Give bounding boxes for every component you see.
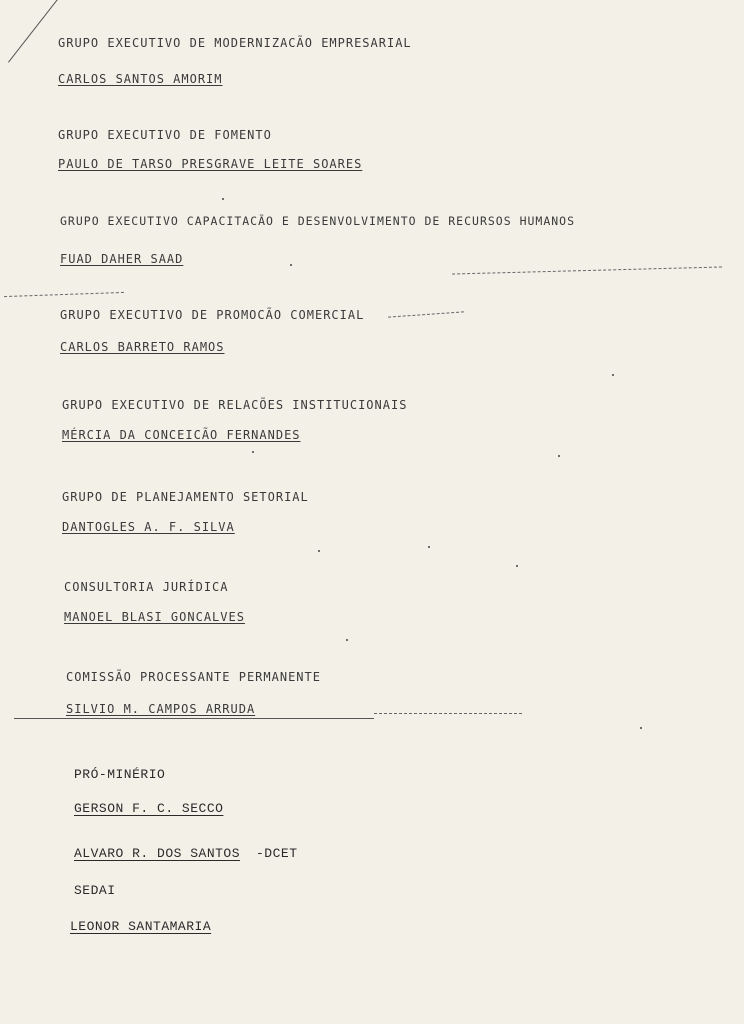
sedai-label: SEDAI — [74, 883, 116, 898]
speck — [290, 264, 292, 266]
speck — [428, 546, 430, 548]
entry-heading-fomento: GRUPO EXECUTIVO DE FOMENTO — [58, 128, 272, 142]
entry-name-consultoria: MANOEL BLASI GONCALVES — [64, 610, 245, 624]
speck — [222, 198, 224, 200]
speck — [612, 374, 614, 376]
entry-heading-planejamento: GRUPO DE PLANEJAMENTO SETORIAL — [62, 490, 309, 504]
dash-line-5 — [374, 713, 522, 714]
speck — [318, 550, 320, 552]
entry-name-planejamento: DANTOGLES A. F. SILVA — [62, 520, 235, 534]
dash-line-4 — [14, 718, 374, 719]
corner-pen-mark — [2, 0, 72, 70]
entry-name-promocao: CARLOS BARRETO RAMOS — [60, 340, 225, 354]
entry-name-fomento: PAULO DE TARSO PRESGRAVE LEITE SOARES — [58, 157, 363, 171]
speck — [558, 455, 560, 457]
alvaro-suffix: -DCET — [256, 846, 298, 861]
speck — [252, 451, 254, 453]
entry-heading-relacoes: GRUPO EXECUTIVO DE RELACÕES INSTITUCIONAIS — [62, 398, 408, 412]
sedai-name: LEONOR SANTAMARIA — [70, 919, 212, 934]
pro-minerio-name: GERSON F. C. SECCO — [74, 801, 224, 816]
entry-name-comissao: SILVIO M. CAMPOS ARRUDA — [66, 702, 256, 716]
speck — [346, 639, 348, 641]
entry-heading-consultoria: CONSULTORIA JURÍDICA — [64, 580, 229, 594]
speck — [640, 727, 642, 729]
entry-name-relacoes: MÉRCIA DA CONCEICÃO FERNANDES — [62, 428, 301, 442]
entry-name-modernizacao: CARLOS SANTOS AMORIM — [58, 72, 223, 86]
entry-heading-comissao: COMISSÃO PROCESSANTE PERMANENTE — [66, 670, 321, 684]
entry-heading-modernizacao: GRUPO EXECUTIVO DE MODERNIZACÃO EMPRESARIAL — [58, 36, 412, 50]
entry-name-capacitacao: FUAD DAHER SAAD — [60, 252, 184, 266]
dash-line-2 — [4, 292, 124, 297]
entry-heading-promocao: GRUPO EXECUTIVO DE PROMOCÃO COMERCIAL — [60, 308, 365, 322]
entry-heading-capacitacao: GRUPO EXECUTIVO CAPACITACÃO E DESENVOLVIMENTO DE RECURSOS HUMANOS — [60, 214, 576, 228]
dash-line-1 — [452, 266, 722, 274]
alvaro-name: ALVARO R. DOS SANTOS — [74, 846, 241, 861]
pro-minerio-label: PRÓ-MINÉRIO — [74, 767, 166, 782]
dash-line-3 — [388, 311, 464, 317]
speck — [516, 565, 518, 567]
